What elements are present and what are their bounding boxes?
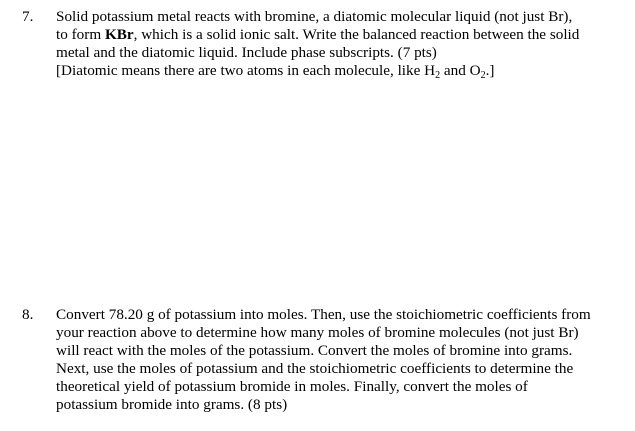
subscript: 2 bbox=[435, 70, 441, 81]
subscript: 2 bbox=[480, 70, 486, 81]
question-line: will react with the moles of the potassium. Convert the moles of bromine into grams. bbox=[56, 342, 573, 359]
question-line: to form KBr, which is a solid ionic salt. Write the balanced reaction between the solid bbox=[56, 26, 580, 43]
question-7 bbox=[22, 8, 622, 80]
question-line: your reaction above to determine how many moles of bromine molecules (not just Br) bbox=[56, 324, 579, 341]
question-line: theoretical yield of potassium bromide in moles. Finally, convert the moles of bbox=[56, 378, 528, 395]
question-line: [Diatomic means there are two atoms in each molecule, like $H_2$ and $O_2$.] bbox=[56, 62, 495, 81]
question-line: metal and the diatomic liquid. Include phase subscripts. (7 pts) bbox=[56, 44, 437, 61]
question-text bbox=[56, 306, 622, 414]
question-8 bbox=[22, 306, 622, 414]
bold-formula: KBr bbox=[104, 26, 134, 43]
question-line: Next, use the moles of potassium and the stoichiometric coefficients to determine the bbox=[56, 360, 574, 377]
question-line: potassium bromide into grams. (8 pts) bbox=[56, 396, 288, 413]
question-text bbox=[56, 8, 622, 80]
question-line: Solid potassium metal reacts with bromine, a diatomic molecular liquid (not just Br), bbox=[56, 8, 573, 25]
question-number: 7. bbox=[22, 8, 34, 25]
question-line: Convert 78.20 g of potassium into moles. Then, use the stoichiometric coefficients from bbox=[56, 306, 591, 323]
question-number: 8. bbox=[22, 306, 34, 323]
